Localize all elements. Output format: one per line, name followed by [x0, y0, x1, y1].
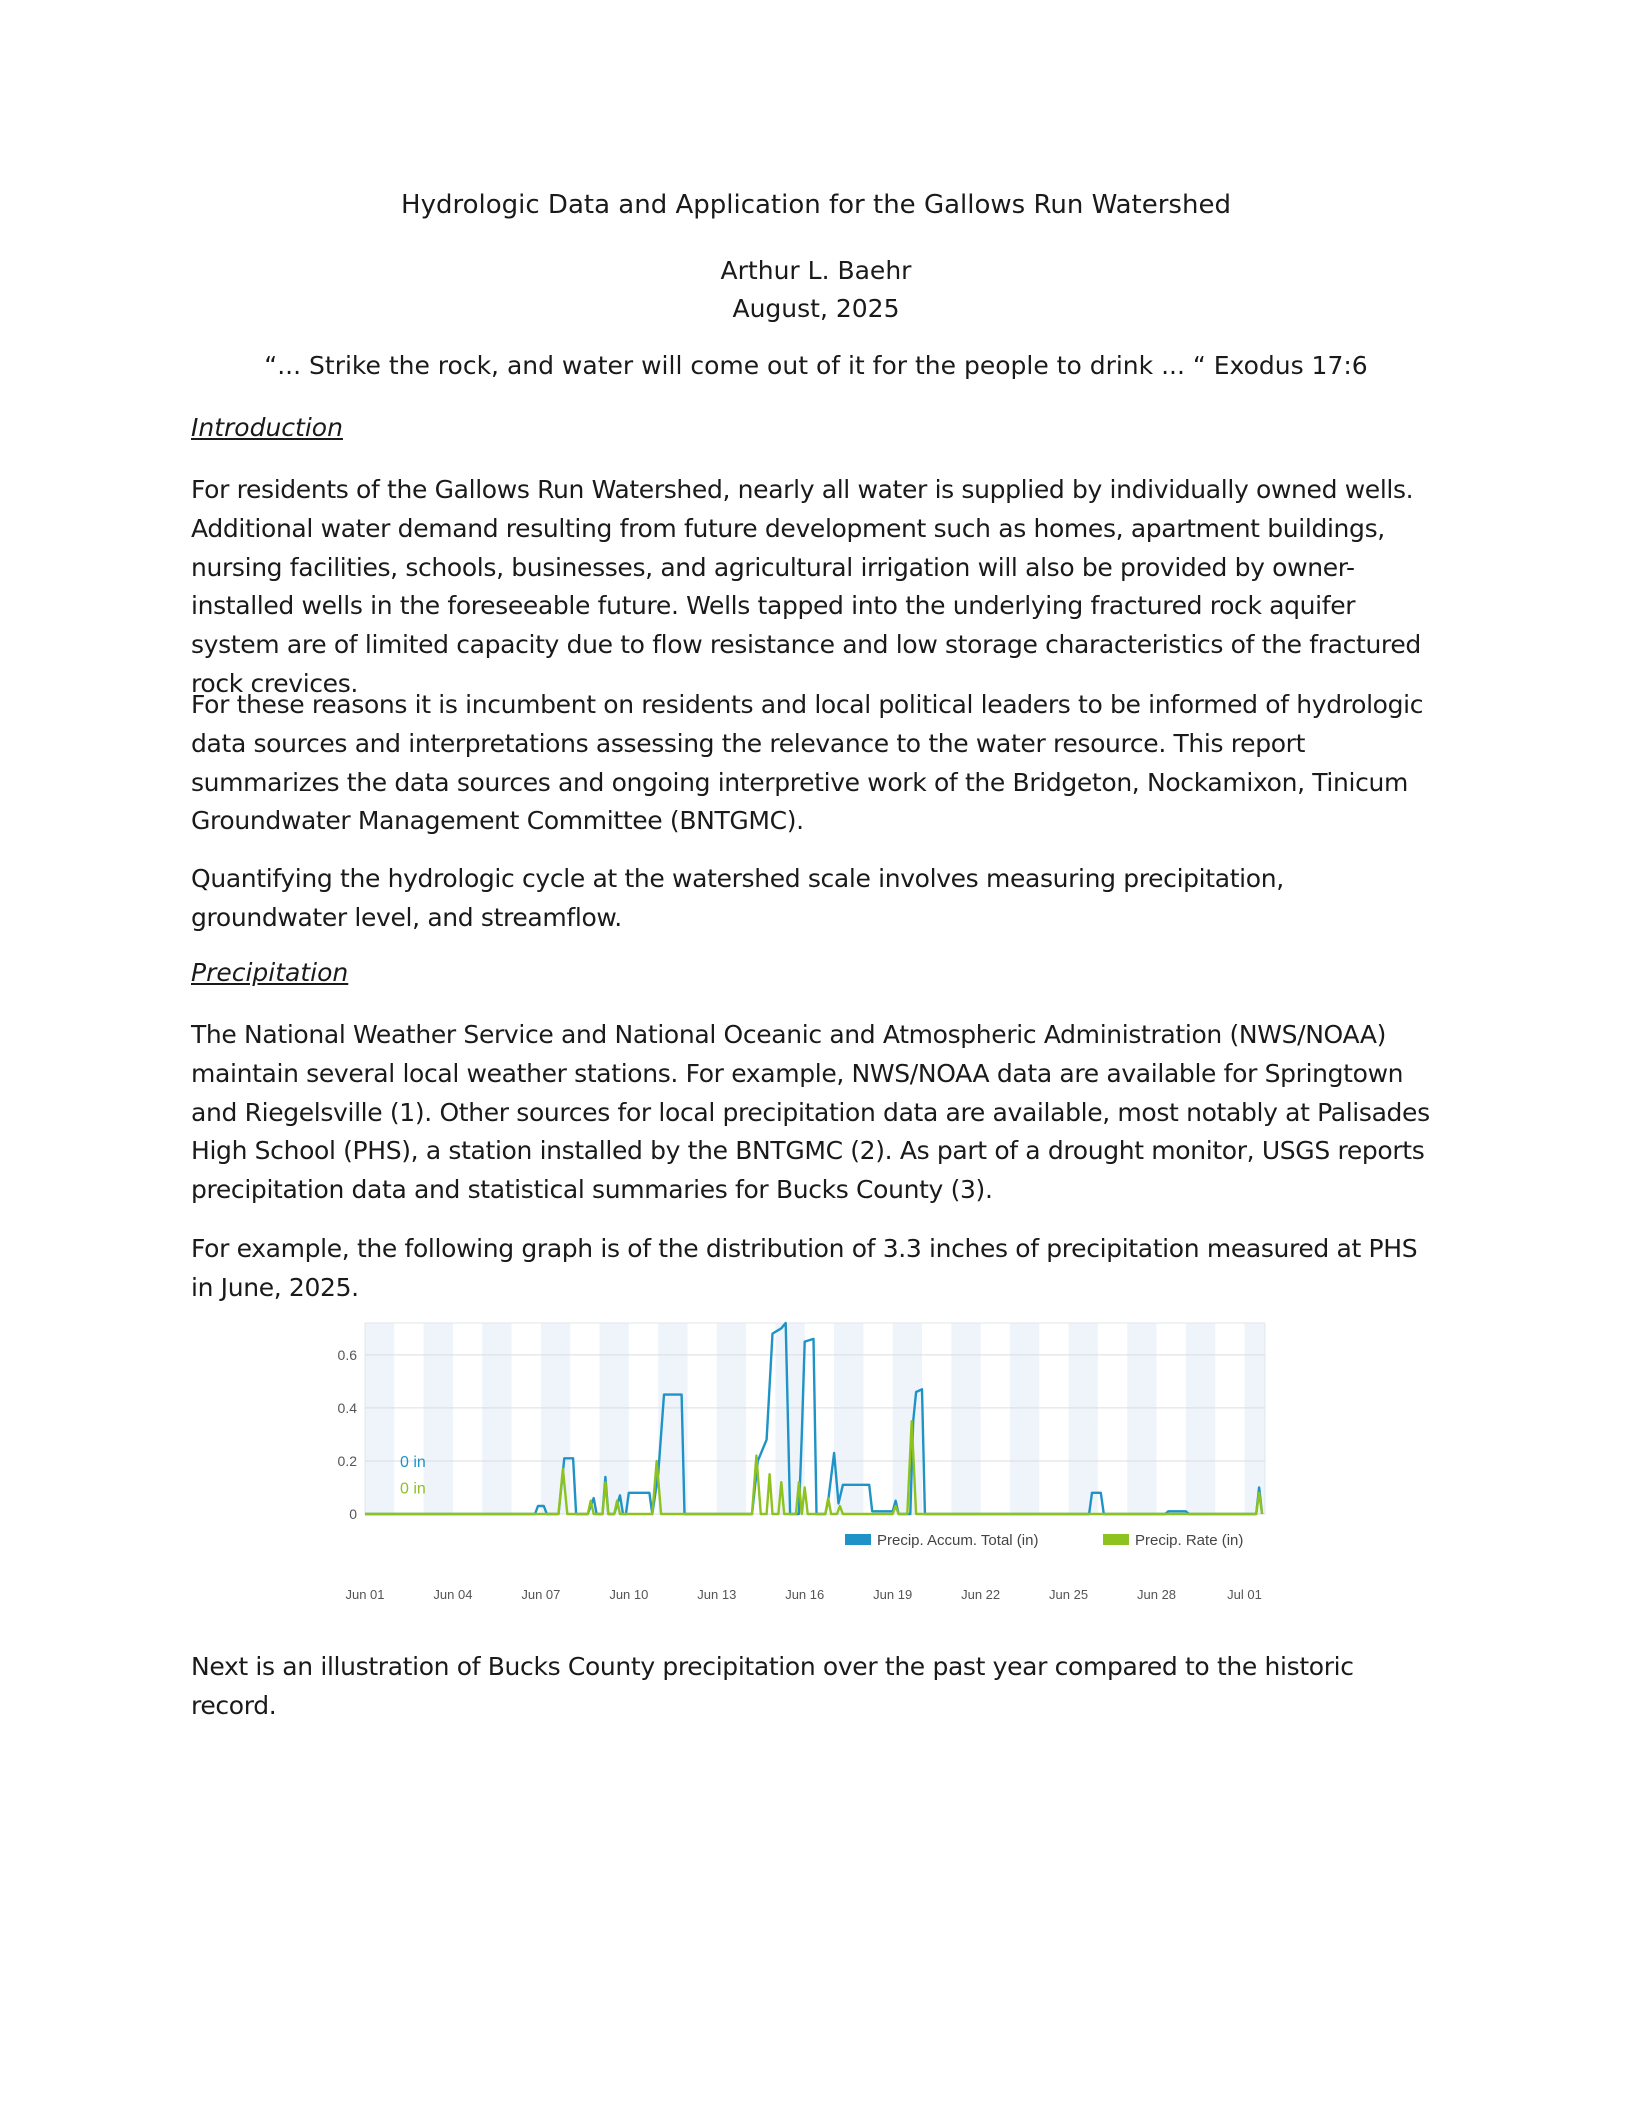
intro-paragraph: For residents of the Gallows Run Watershed, nearly all water is supplied by individually owned wells. Additional water demand resulting from future development such as homes, apartment buildings, nursing facilities, schools, businesses, and agricultural irrigation will also be provided by owner-installed wells in the foreseeable future. Wells tapped into the underlying fractured rock aquifer system are of limited capacity due to flow resistance and low storage characteristics of the fractured rock crevices.	[191, 475, 1421, 698]
chart-x-tick-label: Jun 04	[433, 1587, 473, 1602]
after-chart-paragraph: Next is an illustration of Bucks County precipitation over the past year compared to the historic record.	[191, 1652, 1354, 1720]
intro-paragraph: Quantifying the hydrologic cycle at the watershed scale involves measuring precipitation, groundwater level, and streamflow.	[191, 864, 1284, 932]
chart-y-tick-label: 0.6	[337, 1346, 357, 1363]
chart-y-tick-label: 0	[349, 1506, 357, 1522]
chart-x-tick-label: Jun 28	[1137, 1587, 1177, 1602]
precip-paragraph: The National Weather Service and National Oceanic and Atmospheric Administration (NWS/NOAA) maintain several local weather stations. For example, NWS/NOAA data are available for Springtown and Riegelsville (1). Other sources for local precipitation data are available, most notably at Palisades High School (PHS), a station installed by the BNTGMC (2). As part of a drought monitor, USGS reports precipitation data and statistical summaries for Bucks County (3).	[191, 1020, 1430, 1205]
chart-day-band	[1127, 1323, 1156, 1514]
chart-day-band	[1186, 1323, 1215, 1514]
chart-y-tick-label: 0.2	[337, 1452, 357, 1469]
legend-swatch	[1103, 1534, 1129, 1545]
chart-x-tick-label: Jun 10	[609, 1587, 649, 1602]
document-date: August, 2025	[732, 294, 900, 323]
chart-day-band	[1010, 1323, 1039, 1514]
author-name: Arthur L. Baehr	[720, 256, 912, 285]
legend-label: Precip. Rate (in)	[1135, 1532, 1244, 1549]
chart-x-tick-label: Jun 07	[521, 1587, 561, 1602]
accum-cursor-label: 0 in	[400, 1453, 426, 1471]
chart-y-tick-label: 0.4	[337, 1399, 357, 1416]
chart-day-band	[951, 1323, 980, 1514]
chart-day-band	[482, 1323, 511, 1514]
introduction-heading: Introduction	[191, 413, 343, 442]
chart-x-tick-label: Jun 22	[961, 1587, 1001, 1602]
legend-label: Precip. Accum. Total (in)	[877, 1532, 1039, 1549]
rate-cursor-label: 0 in	[400, 1480, 426, 1498]
precipitation-heading: Precipitation	[191, 958, 349, 987]
chart-day-band	[1244, 1323, 1265, 1514]
document-title: Hydrologic Data and Application for the Gallows Run Watershed	[401, 190, 1231, 220]
chart-day-band	[893, 1323, 922, 1514]
chart-x-tick-label: Jun 16	[785, 1587, 825, 1602]
intro-paragraph: For these reasons it is incumbent on residents and local political leaders to be informed of hydrologic data sources and interpretations assessing the relevance to the water resource. This report summarizes the data sources and ongoing interpretive work of the Bridgeton, Nockamixon, Tinicum Groundwater Management Committee (BNTGMC).	[191, 690, 1424, 836]
legend-swatch	[845, 1534, 871, 1545]
chart-x-tick-label: Jun 01	[345, 1587, 385, 1602]
chart-day-band	[365, 1323, 394, 1514]
chart-day-band	[424, 1323, 453, 1514]
chart-x-tick-label: Jul 01	[1227, 1587, 1262, 1602]
chart-day-band	[541, 1323, 570, 1514]
precipitation-chart	[320, 1318, 1280, 1628]
chart-x-tick-label: Jun 25	[1049, 1587, 1089, 1602]
chart-x-tick-label: Jun 13	[697, 1587, 737, 1602]
chart-day-band	[717, 1323, 746, 1514]
chart-x-tick-label: Jun 19	[873, 1587, 913, 1602]
epigraph-quote: “... Strike the rock, and water will come out of it for the people to drink ... “ Exodus 17:6	[264, 351, 1368, 380]
chart-day-band	[1069, 1323, 1098, 1514]
precip-paragraph: For example, the following graph is of the distribution of 3.3 inches of precipitation measured at PHS in June, 2025.	[191, 1234, 1418, 1302]
